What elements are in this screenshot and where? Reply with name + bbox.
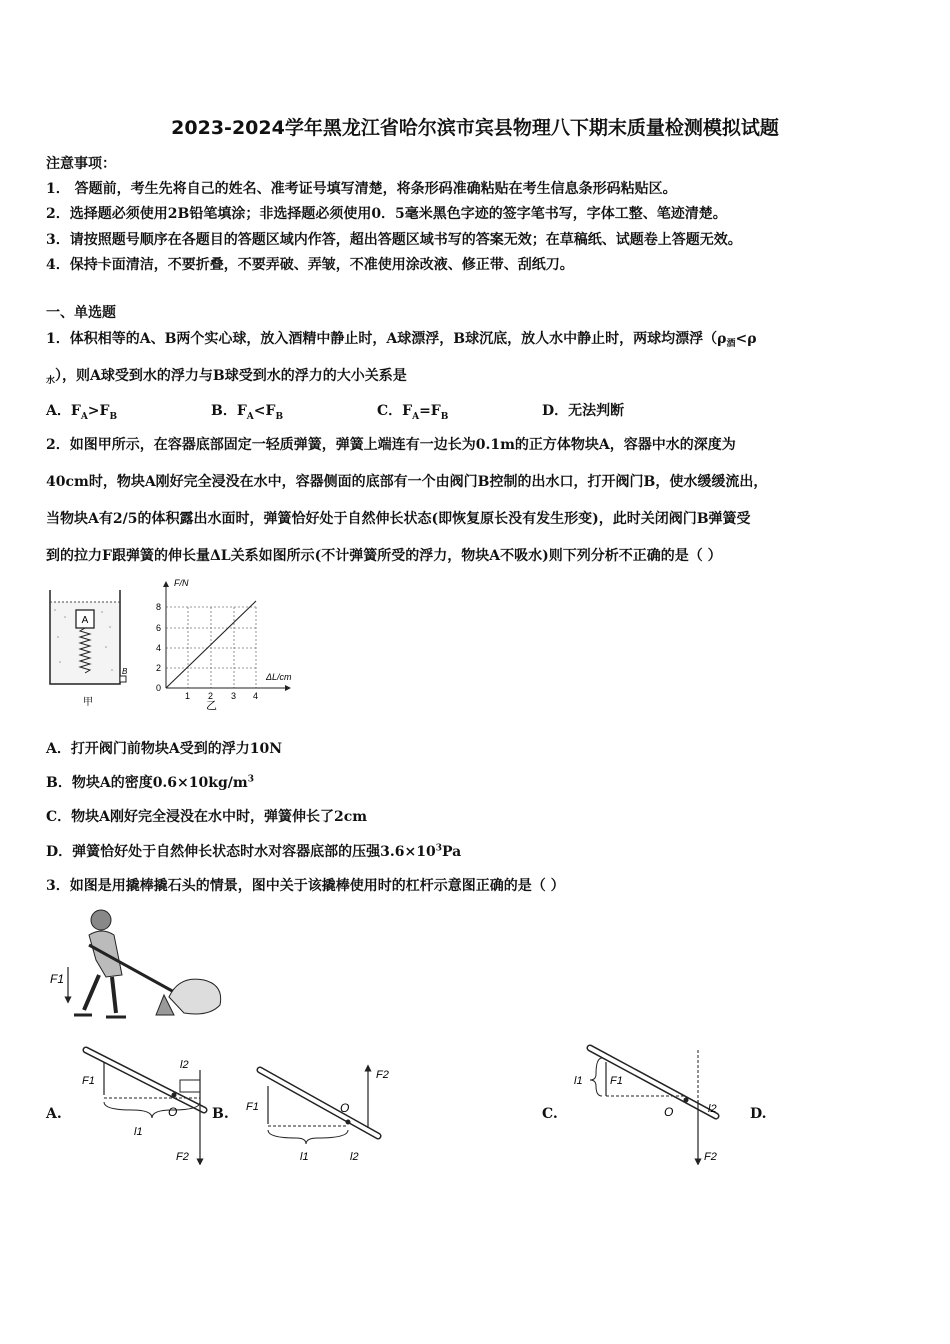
q2-option-a: A．打开阀门前物块A受到的浮力10N bbox=[46, 741, 283, 757]
notice-item-1: 1． 答题前，考生先将自己的姓名、准考证号填写清楚，将条形码准确粘贴在考生信息条形码粘贴区。 bbox=[46, 181, 677, 197]
block-a-label: A bbox=[81, 615, 89, 626]
q2-option-d: D．弹簧恰好处于自然伸长状态时水对容器底部的压强$3.6\times 10^3Pa$ bbox=[46, 843, 462, 860]
q1-option-b: B．$F_A<F_B$ bbox=[211, 403, 284, 422]
y-tick: 4 bbox=[156, 643, 162, 653]
q2-figure-jia bbox=[40, 582, 140, 712]
q1-lt: <ρ bbox=[735, 331, 757, 347]
page-title: 2023-2024学年黑龙江省哈尔滨市宾县物理八下期末质量检测模拟试题 bbox=[171, 117, 779, 139]
q3-option-a-label: A. bbox=[46, 1106, 62, 1122]
q3-option-c-label: C. bbox=[542, 1106, 558, 1122]
f1-label: F1 bbox=[246, 1101, 259, 1113]
notice-item-3: 3．请按照题号顺序在各题目的答题区域内作答，超出答题区域书写的答案无效；在草稿纸、试题卷上答题无效。 bbox=[46, 232, 742, 248]
y-tick: 8 bbox=[156, 602, 162, 612]
q1-option-a: A．$F_A>F_B$ bbox=[46, 403, 118, 422]
f2-label: F2 bbox=[704, 1151, 717, 1163]
notice-item-4: 4．保持卡面清洁，不要折叠，不要弄破、弄皱，不准使用涂改液、修正带、刮纸刀。 bbox=[46, 257, 574, 273]
y-label: F/N bbox=[174, 578, 189, 588]
pivot-o: O bbox=[664, 1105, 674, 1119]
q3-option-b-label: B. bbox=[212, 1106, 229, 1122]
q1-option-c: C．$F_A=F_B$ bbox=[377, 403, 449, 422]
worker-head bbox=[91, 910, 111, 930]
rock bbox=[169, 979, 221, 1014]
notice-heading: 注意事项： bbox=[46, 156, 116, 172]
l2-label: l2 bbox=[708, 1103, 717, 1115]
f1-label: F1 bbox=[610, 1075, 623, 1087]
fig-jia-label: 甲 bbox=[83, 697, 93, 708]
x-label: ΔL/cm bbox=[266, 672, 292, 682]
q2-line-4: 到的拉力F跟弹簧的伸长量ΔL关系如图所示(不计弹簧所受的浮力，物块A不吸水)则下列分析不正确的是（ ） bbox=[46, 548, 722, 564]
q3-option-a-figure bbox=[72, 1040, 212, 1165]
q3-stem: 3．如图是用撬棒撬石头的情景，图中关于该撬棒使用时的杠杆示意图正确的是（ ） bbox=[46, 878, 565, 894]
q2-option-c: C．物块A刚好完全浸没在水中时，弹簧伸长了2cm bbox=[46, 809, 368, 825]
valve-b-label: B bbox=[122, 667, 128, 676]
q1-sub-jiu: 酒 bbox=[726, 339, 736, 349]
l1-label: l1 bbox=[574, 1075, 583, 1087]
q1-line2: ），则A球受到水的浮力与B球受到水的浮力的大小关系是 bbox=[55, 368, 407, 384]
x-tick: 4 bbox=[253, 691, 259, 701]
y-tick: 2 bbox=[156, 663, 162, 673]
q1-option-d: D．无法判断 bbox=[542, 403, 625, 419]
x-tick: 2 bbox=[208, 691, 214, 701]
y-tick: 6 bbox=[156, 623, 162, 633]
f-line bbox=[166, 601, 256, 688]
worker-legs bbox=[84, 975, 116, 1013]
q2-option-b: B．物块A的密度$0.6\times 10kg/m^3$ bbox=[46, 774, 254, 791]
l1-label: l1 bbox=[134, 1126, 143, 1138]
fig-yi-label: 乙 bbox=[206, 700, 217, 710]
l2-label: l2 bbox=[350, 1151, 359, 1163]
q3-option-b-figure bbox=[236, 1060, 406, 1170]
q3-option-d-label: D. bbox=[750, 1106, 767, 1122]
pivot-o: O bbox=[168, 1105, 178, 1119]
l1-label: l1 bbox=[300, 1151, 309, 1163]
pivot-o: O bbox=[340, 1101, 350, 1115]
q1-sub-shui: 水 bbox=[46, 376, 56, 386]
q1-line1: 1．体积相等的A、B两个实心球，放入酒精中静止时，A球漂浮，B球沉底，放人水中静止时，两球均漂浮（ρ bbox=[46, 331, 727, 347]
q1-stem-2 bbox=[46, 365, 407, 386]
q3-scene-figure bbox=[44, 905, 234, 1025]
q1-stem bbox=[46, 328, 757, 349]
f1-label: F1 bbox=[82, 1075, 95, 1087]
x-tick: 1 bbox=[185, 691, 191, 701]
q2-figure-yi bbox=[148, 576, 308, 710]
section-heading: 一、单选题 bbox=[46, 305, 116, 321]
q2-line-3: 当物块A有2/5的体积露出水面时，弹簧恰好处于自然伸长状态(即恢复原长没有发生形变)，此时关闭阀门B弹簧受 bbox=[46, 511, 751, 527]
f2-label: F2 bbox=[176, 1151, 189, 1163]
x-tick: 3 bbox=[231, 691, 237, 701]
f1-label: F1 bbox=[50, 972, 65, 986]
notice-item-2: 2．选择题必须使用2B铅笔填涂；非选择题必须使用0．5毫米黑色字迹的签字笔书写，字体工整、笔迹清楚。 bbox=[46, 206, 727, 222]
q2-line-1: 2．如图甲所示，在容器底部固定一轻质弹簧，弹簧上端连有一边长为0.1m的正方体物块A，容器中水的深度为 bbox=[46, 437, 736, 453]
origin-label: 0 bbox=[156, 683, 162, 693]
valve-b bbox=[120, 676, 126, 682]
l2-label: l2 bbox=[180, 1059, 189, 1071]
q3-option-c-figure bbox=[566, 1040, 736, 1165]
f2-label: F2 bbox=[376, 1069, 389, 1081]
q2-line-2: 40cm时，物块A刚好完全浸没在水中，容器侧面的底部有一个由阀门B控制的出水口，打开阀门B，使水缓缓流出， bbox=[46, 474, 768, 490]
